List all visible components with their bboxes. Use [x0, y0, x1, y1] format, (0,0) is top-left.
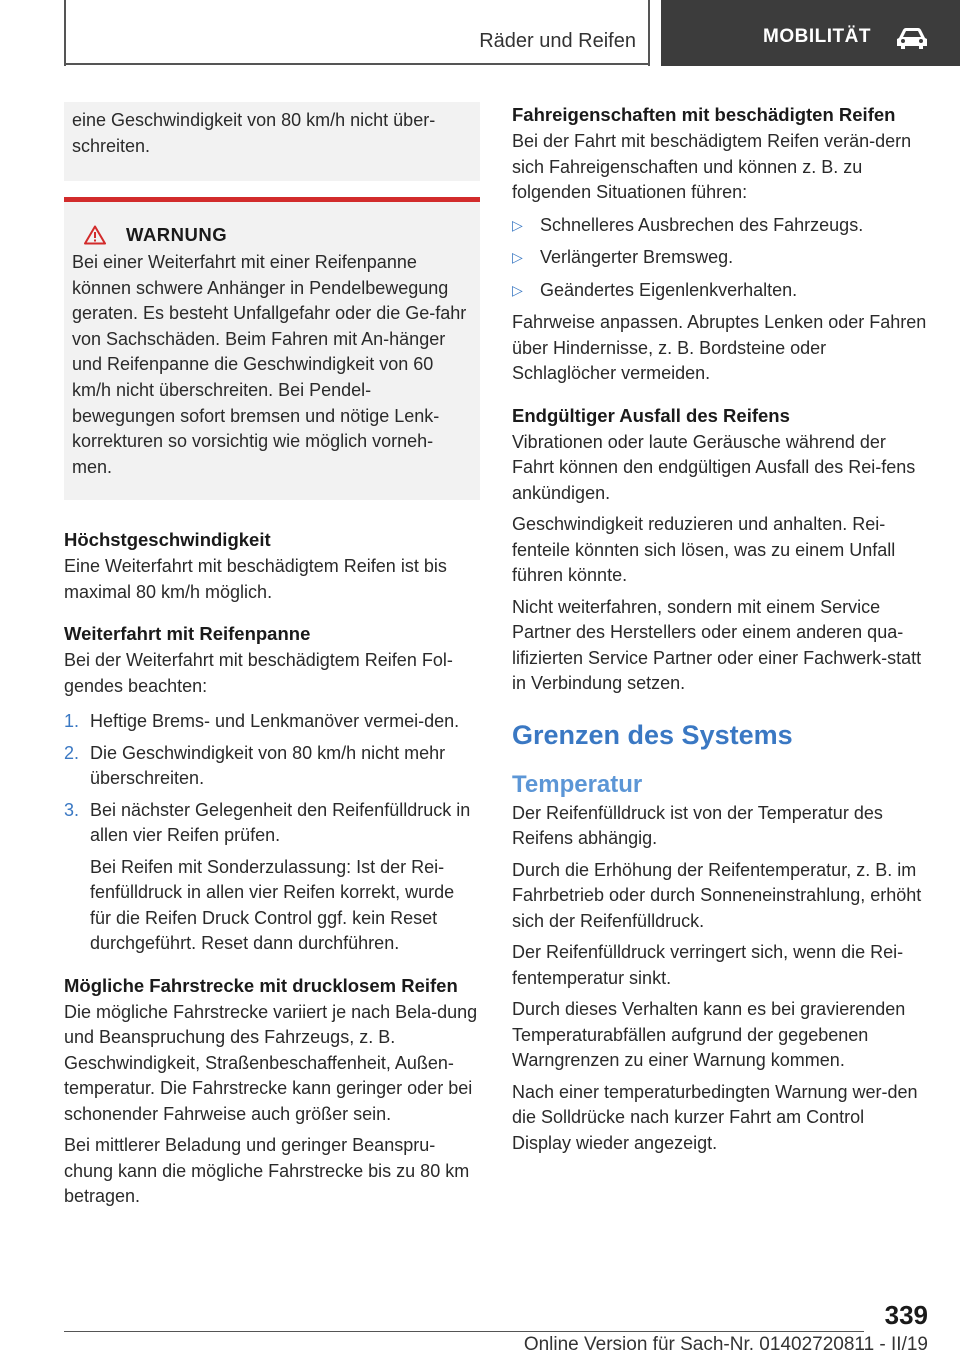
left-column — [64, 102, 480, 1210]
continue-steps — [64, 709, 480, 957]
section-title: Räder und Reifen — [479, 30, 636, 52]
bullet-text: Geändertes Eigenlenkverhalten. — [540, 279, 798, 300]
bullet-triangle-icon: ▷ — [512, 281, 523, 298]
right-column — [512, 102, 928, 1156]
bullet-text: Verlängerter Bremsweg. — [540, 247, 734, 267]
intro-box — [64, 102, 480, 181]
warning-triangle-icon — [84, 225, 106, 245]
temperature-text-3: Der Reifenfülldruck verringert sich, wenn die Rei-fentemperatur sinkt. — [512, 942, 904, 988]
car-icon — [895, 26, 929, 50]
max-speed-text: Eine Weiterfahrt mit beschädigtem Reifen ist bis maximal 80 km/h möglich. — [64, 556, 447, 602]
step-number: 2. — [64, 742, 80, 763]
footer-text: Online Version für Sach-Nr. 01402720811 - II/19 — [523, 1334, 928, 1355]
warning-box — [64, 197, 480, 500]
continue-heading: Weiterfahrt mit Reifenpanne — [64, 623, 311, 645]
bullet-text: Schnelleres Ausbrechen des Fahrzeugs. — [540, 214, 864, 235]
step-text: Bei nächster Gelegenheit den Reifenfülldruck in allen vier Reifen prüfen. — [90, 799, 471, 846]
list-item — [512, 213, 928, 239]
distance-heading: Mögliche Fahrstrecke mit drucklosem Reifen — [64, 974, 458, 996]
step-number: 3. — [64, 799, 80, 820]
bullet-triangle-icon: ▷ — [512, 216, 523, 233]
warning-title: WARNUNG — [126, 224, 228, 245]
distance-text-2: Bei mittlerer Beladung und geringer Beanspru-chung kann die mögliche Fahrstrecke bis zu 80 km betragen. — [64, 1135, 470, 1207]
temperature-text-1: Der Reifenfülldruck ist von der Temperatur des Reifens abhängig. — [512, 802, 883, 848]
list-item — [512, 245, 928, 271]
step-text: Die Geschwindigkeit von 80 km/h nicht mehr überschreiten. — [90, 742, 446, 789]
failure-text-2: Geschwindigkeit reduzieren und anhalten. Rei-fenteile könnten sich lösen, was zu einem Unfall führen könnte. — [512, 514, 896, 585]
intro-text: eine Geschwindigkeit von 80 km/h nicht über-schreiten. — [72, 110, 436, 156]
chapter-tab[interactable] — [661, 0, 960, 66]
continue-text: Bei der Weiterfahrt mit beschädigtem Reifen Fol-gendes beachten: — [64, 650, 453, 696]
page-number: 339 — [884, 1300, 928, 1330]
failure-heading: Endgültiger Ausfall des Reifens — [512, 404, 790, 426]
list-item — [64, 798, 480, 957]
handling-bullets — [512, 213, 928, 304]
failure-text-1: Vibrationen oder laute Geräusche während der Fahrt können den endgültigen Ausfall des Rei-fens ankündigen. — [512, 431, 916, 503]
step-note: Bei Reifen mit Sonderzulassung: Ist der Rei-fenfülldruck in allen vier Reifen korrekt, wurde für die Reifen Druck Control ggf. kein Reset durchgeführt. Reset dann durchführen. — [90, 856, 455, 954]
limits-heading: Grenzen des Systems — [512, 719, 793, 750]
bullet-triangle-icon: ▷ — [512, 249, 523, 265]
list-item — [512, 278, 928, 304]
temperature-text-2: Durch die Erhöhung der Reifentemperatur, z. B. im Fahrbetrieb oder durch Sonneneinstrahlung, erhöht sich der Reifenfülldruck. — [512, 859, 922, 931]
header-right-border — [648, 0, 650, 66]
temperature-text-5: Nach einer temperaturbedingten Warnung wer-den die Solldrücke nach kurzer Fahrt am Control Display wieder angezeigt. — [512, 1081, 918, 1153]
footer-divider — [64, 1331, 864, 1332]
handling-after: Fahrweise anpassen. Abruptes Lenken oder Fahren über Hindernisse, z. B. Bordsteine oder Schlaglöcher vermeiden. — [512, 312, 927, 383]
max-speed-heading: Höchstgeschwindigkeit — [64, 529, 271, 551]
chapter-tab-label: MOBILITÄT — [763, 26, 871, 47]
handling-text: Bei der Fahrt mit beschädigtem Reifen verän-dern sich Fahreigenschaften und können z. B. zu folgenden Situationen führen: — [512, 131, 912, 202]
warning-header — [84, 224, 472, 246]
temperature-heading: Temperatur — [512, 770, 643, 798]
header-bottom-border — [64, 63, 650, 65]
handling-heading: Fahreigenschaften mit beschädigten Reifen — [512, 104, 896, 125]
step-text: Heftige Brems- und Lenkmanöver vermei-den. — [90, 711, 460, 732]
temperature-text-4: Durch dieses Verhalten kann es bei gravierenden Temperaturabfällen aufgrund der gegebenen Warngrenzen zu einer Warnung kommen. — [512, 999, 906, 1070]
list-item — [64, 741, 480, 792]
list-item — [64, 709, 480, 735]
warning-text: Bei einer Weiterfahrt mit einer Reifenpanne können schwere Anhänger in Pendelbewegung geraten. Es besteht Unfallgefahr oder die Ge-fahr von Sachschäden. Beim Fahren mit An-hänger und Reifenpanne die Geschwindigkeit von 60 km/h nicht überschreiten. Bei Pendel-bewegungen sofort bremsen und nötige Lenk-korrekturen so vorsichtig wie möglich vorneh-men. — [72, 252, 467, 477]
step-number: 1. — [64, 711, 80, 732]
distance-text-1: Die mögliche Fahrstrecke variiert je nach Bela-dung und Beanspruchung des Fahrzeugs, z. B. Geschwindigkeit, Straßenbeschaffenheit, Außen-temperatur. Die Fahrstrecke kann geringer oder bei schonender Fahrweise auch größer sein. — [64, 1001, 478, 1124]
failure-text-3: Nicht weiterfahren, sondern mit einem Service Partner des Herstellers oder einem anderen qua-lifizierten Service Partner oder einer Fachwerk-statt in Verbindung setzen. — [512, 596, 922, 693]
